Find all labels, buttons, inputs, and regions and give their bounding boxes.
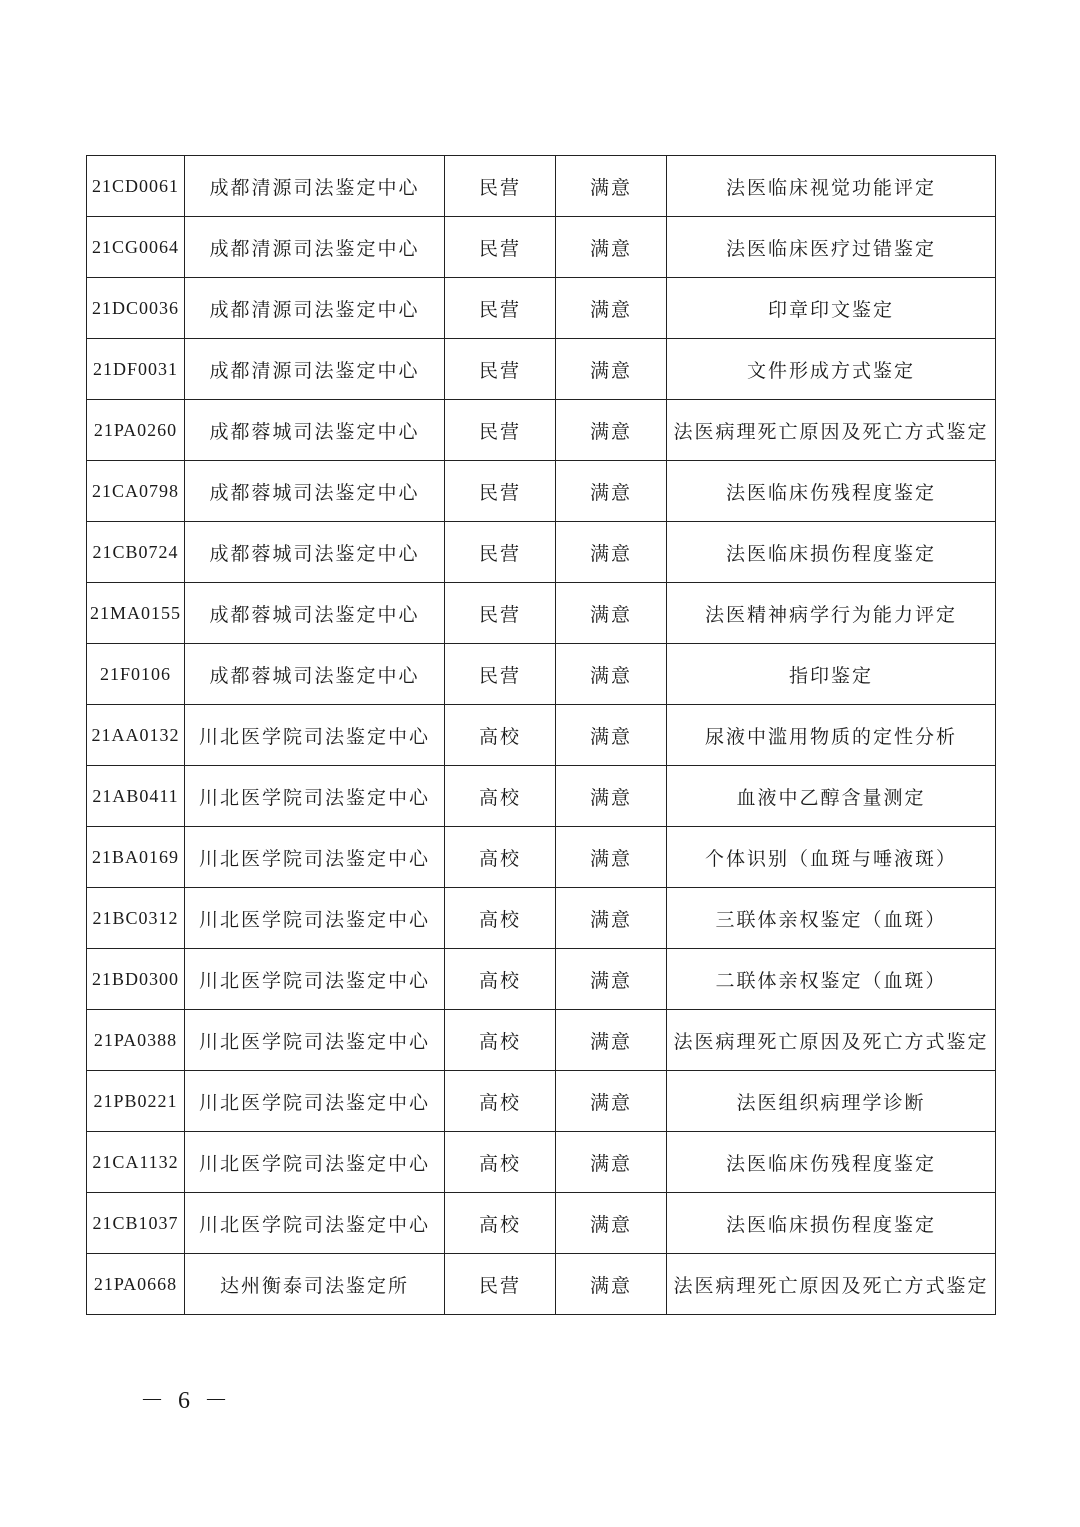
cell-item: 法医临床损伤程度鉴定 [667, 522, 996, 583]
cell-code: 21CB0724 [87, 522, 185, 583]
table-row [87, 1254, 996, 1315]
table-row [87, 400, 996, 461]
cell-result: 满意 [556, 461, 667, 522]
cell-item: 指印鉴定 [667, 644, 996, 705]
cell-code: 21PB0221 [87, 1071, 185, 1132]
cell-type: 高校 [445, 949, 556, 1010]
cell-code: 21CA1132 [87, 1132, 185, 1193]
cell-institution: 川北医学院司法鉴定中心 [185, 705, 445, 766]
cell-institution: 川北医学院司法鉴定中心 [185, 766, 445, 827]
cell-item: 个体识别（血斑与唾液斑） [667, 827, 996, 888]
cell-institution: 成都清源司法鉴定中心 [185, 339, 445, 400]
cell-type: 民营 [445, 217, 556, 278]
cell-item: 二联体亲权鉴定（血斑） [667, 949, 996, 1010]
cell-item: 印章印文鉴定 [667, 278, 996, 339]
cell-result: 满意 [556, 949, 667, 1010]
cell-code: 21BA0169 [87, 827, 185, 888]
cell-institution: 川北医学院司法鉴定中心 [185, 949, 445, 1010]
cell-item: 尿液中滥用物质的定性分析 [667, 705, 996, 766]
cell-code: 21PA0388 [87, 1010, 185, 1071]
cell-type: 民营 [445, 522, 556, 583]
cell-item: 法医临床损伤程度鉴定 [667, 1193, 996, 1254]
cell-code: 21BD0300 [87, 949, 185, 1010]
table-row [87, 949, 996, 1010]
cell-result: 满意 [556, 1132, 667, 1193]
page-number: － 6 － [140, 1388, 232, 1414]
cell-institution: 成都蓉城司法鉴定中心 [185, 461, 445, 522]
cell-item: 法医临床视觉功能评定 [667, 156, 996, 217]
cell-item: 法医临床伤残程度鉴定 [667, 1132, 996, 1193]
cell-result: 满意 [556, 705, 667, 766]
cell-code: 21DF0031 [87, 339, 185, 400]
cell-institution: 达州衡泰司法鉴定所 [185, 1254, 445, 1315]
cell-item: 三联体亲权鉴定（血斑） [667, 888, 996, 949]
cell-institution: 川北医学院司法鉴定中心 [185, 827, 445, 888]
cell-code: 21AB0411 [87, 766, 185, 827]
cell-result: 满意 [556, 217, 667, 278]
cell-result: 满意 [556, 1071, 667, 1132]
cell-item: 法医临床医疗过错鉴定 [667, 217, 996, 278]
cell-code: 21AA0132 [87, 705, 185, 766]
cell-item: 法医精神病学行为能力评定 [667, 583, 996, 644]
cell-institution: 成都蓉城司法鉴定中心 [185, 522, 445, 583]
table-row [87, 522, 996, 583]
cell-institution: 成都清源司法鉴定中心 [185, 217, 445, 278]
table-row [87, 278, 996, 339]
cell-result: 满意 [556, 156, 667, 217]
cell-type: 高校 [445, 827, 556, 888]
table-row [87, 705, 996, 766]
table-row [87, 583, 996, 644]
cell-item: 法医组织病理学诊断 [667, 1071, 996, 1132]
cell-type: 高校 [445, 1010, 556, 1071]
table-row [87, 217, 996, 278]
cell-item: 法医病理死亡原因及死亡方式鉴定 [667, 1254, 996, 1315]
cell-result: 满意 [556, 522, 667, 583]
cell-item: 法医病理死亡原因及死亡方式鉴定 [667, 1010, 996, 1071]
cell-code: 21PA0668 [87, 1254, 185, 1315]
cell-code: 21BC0312 [87, 888, 185, 949]
cell-institution: 川北医学院司法鉴定中心 [185, 1132, 445, 1193]
cell-result: 满意 [556, 1254, 667, 1315]
cell-type: 高校 [445, 1193, 556, 1254]
cell-type: 高校 [445, 1132, 556, 1193]
cell-type: 高校 [445, 888, 556, 949]
cell-result: 满意 [556, 766, 667, 827]
results-table [86, 155, 996, 1315]
cell-code: 21F0106 [87, 644, 185, 705]
cell-result: 满意 [556, 827, 667, 888]
cell-type: 民营 [445, 400, 556, 461]
cell-type: 民营 [445, 339, 556, 400]
cell-code: 21CG0064 [87, 217, 185, 278]
cell-type: 民营 [445, 644, 556, 705]
cell-type: 民营 [445, 461, 556, 522]
cell-institution: 川北医学院司法鉴定中心 [185, 1010, 445, 1071]
cell-code: 21PA0260 [87, 400, 185, 461]
cell-result: 满意 [556, 583, 667, 644]
cell-institution: 川北医学院司法鉴定中心 [185, 888, 445, 949]
cell-result: 满意 [556, 1010, 667, 1071]
cell-code: 21CA0798 [87, 461, 185, 522]
cell-type: 高校 [445, 705, 556, 766]
cell-code: 21CD0061 [87, 156, 185, 217]
cell-item: 血液中乙醇含量测定 [667, 766, 996, 827]
cell-institution: 成都蓉城司法鉴定中心 [185, 644, 445, 705]
table-row [87, 1071, 996, 1132]
cell-type: 民营 [445, 583, 556, 644]
cell-result: 满意 [556, 1193, 667, 1254]
table-row [87, 1193, 996, 1254]
table-row [87, 644, 996, 705]
table-row [87, 339, 996, 400]
cell-code: 21MA0155 [87, 583, 185, 644]
cell-result: 满意 [556, 278, 667, 339]
cell-institution: 川北医学院司法鉴定中心 [185, 1071, 445, 1132]
cell-institution: 成都清源司法鉴定中心 [185, 156, 445, 217]
cell-result: 满意 [556, 644, 667, 705]
cell-result: 满意 [556, 339, 667, 400]
cell-item: 法医临床伤残程度鉴定 [667, 461, 996, 522]
table-row [87, 1132, 996, 1193]
cell-item: 法医病理死亡原因及死亡方式鉴定 [667, 400, 996, 461]
cell-institution: 成都蓉城司法鉴定中心 [185, 400, 445, 461]
cell-type: 高校 [445, 766, 556, 827]
cell-item: 文件形成方式鉴定 [667, 339, 996, 400]
cell-type: 民营 [445, 278, 556, 339]
cell-institution: 成都蓉城司法鉴定中心 [185, 583, 445, 644]
cell-type: 高校 [445, 1071, 556, 1132]
table-row [87, 1010, 996, 1071]
table-row [87, 766, 996, 827]
table-row [87, 888, 996, 949]
results-table-body [87, 156, 996, 1315]
cell-type: 民营 [445, 156, 556, 217]
cell-code: 21CB1037 [87, 1193, 185, 1254]
cell-code: 21DC0036 [87, 278, 185, 339]
cell-result: 满意 [556, 400, 667, 461]
cell-institution: 川北医学院司法鉴定中心 [185, 1193, 445, 1254]
cell-institution: 成都清源司法鉴定中心 [185, 278, 445, 339]
cell-result: 满意 [556, 888, 667, 949]
cell-type: 民营 [445, 1254, 556, 1315]
table-row [87, 827, 996, 888]
table-row [87, 156, 996, 217]
table-row [87, 461, 996, 522]
